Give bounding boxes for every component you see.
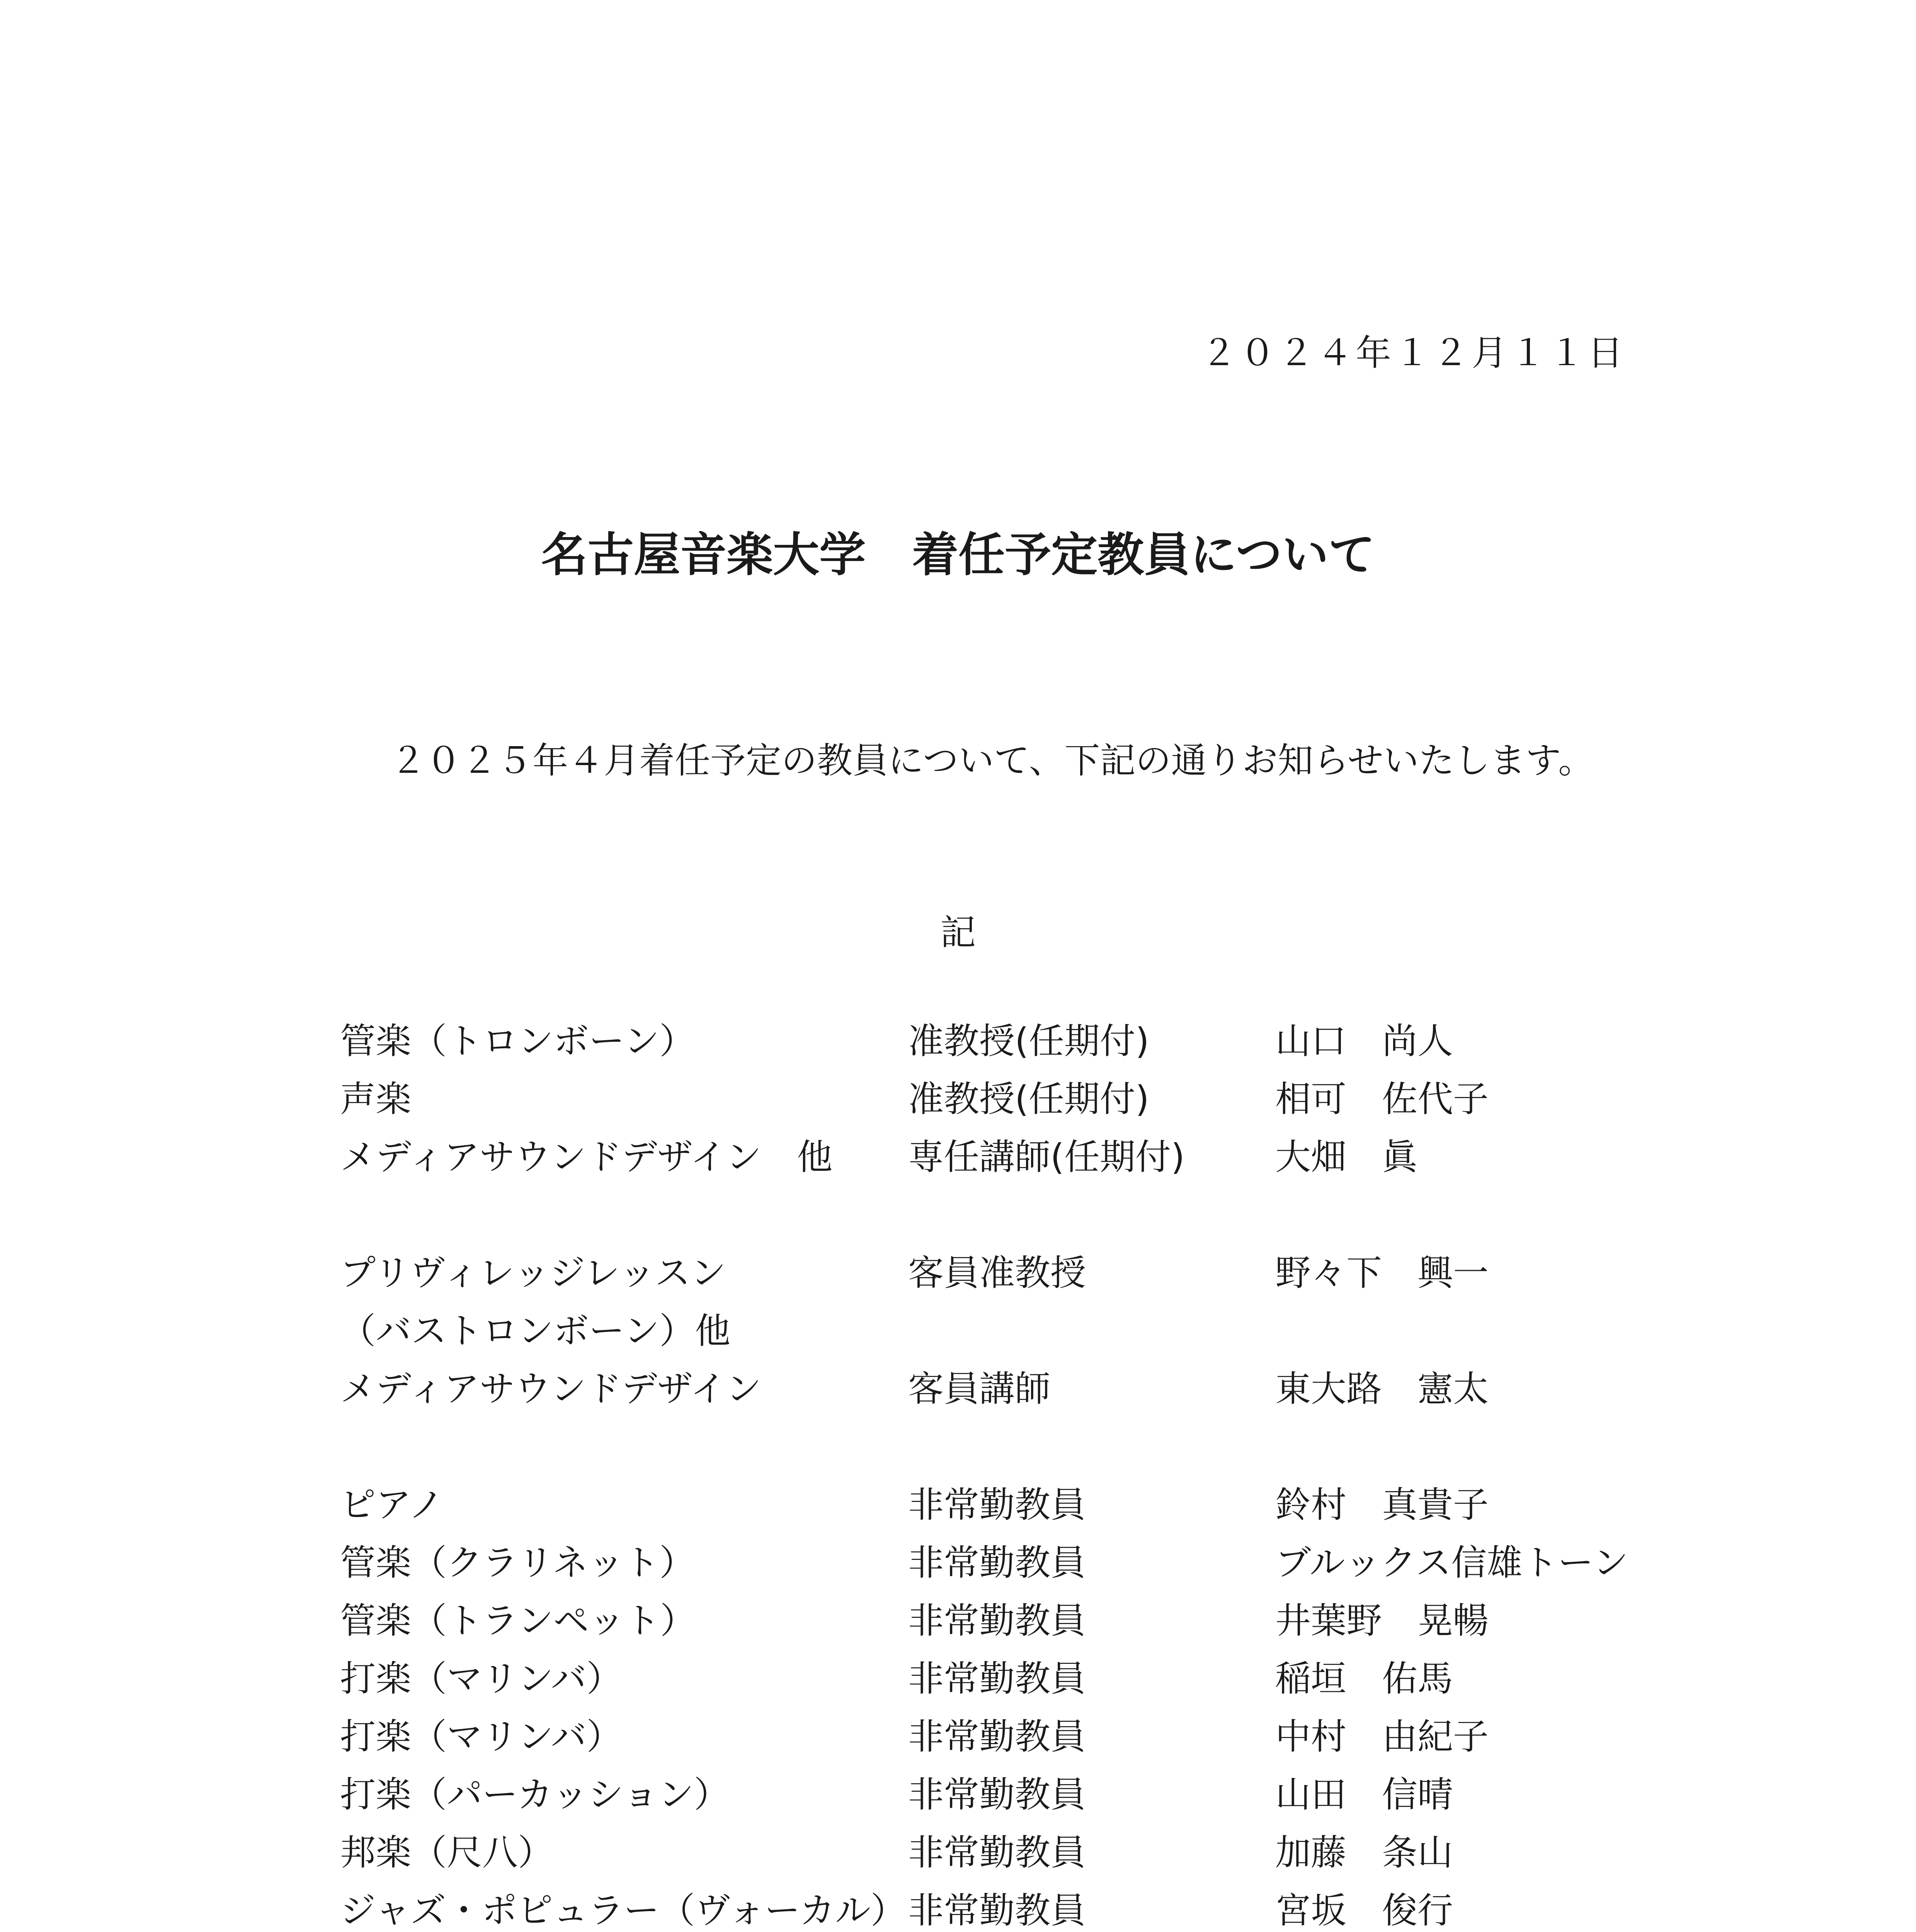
faculty-name: ブルックス信雄トーン: [1275, 1542, 1628, 1583]
faculty-position: 准教授(任期付): [908, 1020, 1149, 1062]
faculty-name: 加藤 条山: [1275, 1832, 1453, 1873]
document-date: ２０２４年１２月１１日: [1201, 332, 1626, 374]
faculty-name: 大畑 眞: [1275, 1136, 1418, 1178]
faculty-row: [0, 1012, 1916, 1070]
faculty-row: [0, 1476, 1916, 1534]
faculty-name: 野々下 興一: [1275, 1252, 1489, 1294]
faculty-subject: ピアノ: [340, 1484, 444, 1526]
faculty-row: [0, 1592, 1916, 1650]
faculty-position: 准教授(任期付): [908, 1078, 1149, 1120]
faculty-position: 非常勤教員: [908, 1658, 1086, 1699]
faculty-name: 鈴村 真貴子: [1275, 1484, 1489, 1526]
faculty-subject: 管楽（クラリネット）: [340, 1542, 695, 1583]
faculty-position: 非常勤教員: [908, 1600, 1086, 1641]
faculty-name: 山口 尚人: [1275, 1020, 1453, 1062]
faculty-subject: 打楽（マリンバ）: [340, 1716, 622, 1757]
faculty-subject: 声楽: [340, 1078, 412, 1120]
faculty-position: 客員准教授: [908, 1252, 1086, 1294]
faculty-position: 非常勤教員: [908, 1774, 1086, 1815]
faculty-subject: 打楽（マリンバ）: [340, 1658, 622, 1699]
faculty-subject: 打楽（パーカッション）: [340, 1774, 730, 1815]
faculty-subject: ジャズ・ポピュラー（ヴォーカル）: [340, 1890, 906, 1931]
faculty-position: 非常勤教員: [908, 1484, 1086, 1526]
faculty-subject: 邦楽（尺八）: [340, 1832, 554, 1873]
faculty-position: 非常勤教員: [908, 1890, 1086, 1931]
ki-heading: 記: [940, 912, 976, 953]
faculty-subject: 管楽（トロンボーン）: [340, 1020, 695, 1062]
faculty-row: [0, 1070, 1916, 1128]
faculty-subject: 管楽（トランペット）: [340, 1600, 696, 1641]
faculty-row: [0, 1128, 1916, 1186]
faculty-position: 専任講師(任期付): [908, 1136, 1185, 1178]
faculty-subject: プリヴィレッジレッスン: [340, 1252, 726, 1294]
faculty-position: 非常勤教員: [908, 1832, 1086, 1873]
faculty-name: 相可 佐代子: [1275, 1078, 1489, 1120]
faculty-subject: メディアサウンドデザイン: [340, 1368, 762, 1410]
faculty-row: [0, 1360, 1916, 1418]
faculty-subject: メディアサウンドデザイン 他: [340, 1136, 833, 1178]
faculty-name: 中村 由紀子: [1275, 1716, 1489, 1757]
faculty-row: [0, 1708, 1916, 1766]
faculty-name: 井葉野 晃暢: [1275, 1600, 1489, 1641]
faculty-row: [0, 1302, 1916, 1360]
faculty-row: [0, 1824, 1916, 1882]
faculty-row: [0, 1244, 1916, 1302]
faculty-position: 非常勤教員: [908, 1542, 1086, 1583]
faculty-name: 東大路 憲太: [1275, 1368, 1489, 1410]
faculty-subject: （バストロンボーン）他: [340, 1310, 731, 1352]
faculty-row: [0, 1650, 1916, 1708]
faculty-row: [0, 1534, 1916, 1592]
faculty-name: 宮坂 俊行: [1275, 1890, 1453, 1931]
faculty-name: 稲垣 佑馬: [1275, 1658, 1453, 1699]
faculty-position: 非常勤教員: [908, 1716, 1086, 1757]
faculty-position: 客員講師: [908, 1368, 1051, 1410]
document-title: 名古屋音楽大学 着任予定教員について: [541, 528, 1375, 582]
faculty-name: 山田 信晴: [1275, 1774, 1453, 1815]
faculty-row: [0, 1882, 1916, 1932]
intro-text: ２０２５年４月着任予定の教員について、下記の通りお知らせいたします。: [390, 740, 1594, 781]
faculty-row: [0, 1766, 1916, 1824]
